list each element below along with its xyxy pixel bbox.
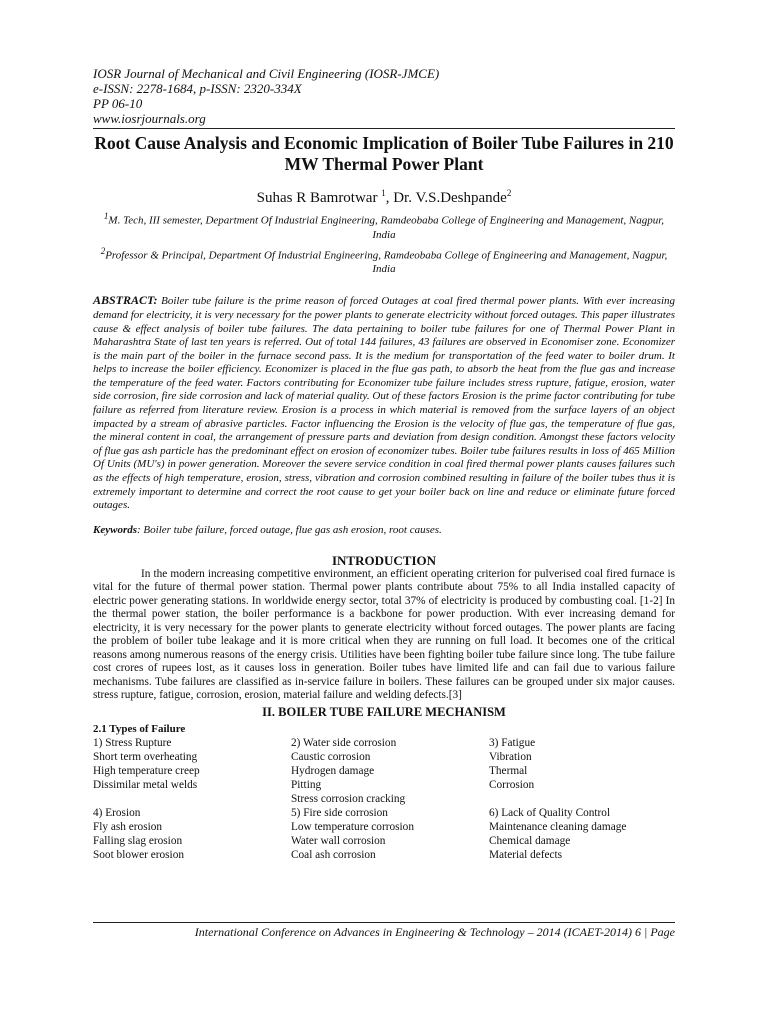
- failure-type-cell: 3) Fatigue: [489, 736, 536, 749]
- affiliation-1-text: M. Tech, III semester, Department Of Industrial Engineering, Ramdeobaba College of Engineering and Management, Nagpur, India: [108, 214, 665, 241]
- journal-pages: PP 06-10: [93, 96, 143, 111]
- paper-page: [93, 66, 675, 862]
- failure-type-cell: Dissimilar metal welds: [93, 778, 198, 791]
- failure-type-cell: Hydrogen damage: [291, 764, 375, 777]
- keywords-label: Keywords: [93, 523, 137, 536]
- affiliation-2-sup: 2: [100, 245, 106, 256]
- introduction-paragraph: In the modern increasing competitive environment, an efficient operating criterion for pulverised coal fired furnace is vital for the future of thermal power station. Thermal power plants contribute about 75% to all India installed capacity of electric power generating stations. In worldwide energy sector, total 37% of electricity is produced by combusting coal. [1-2] In the thermal power station, the boiler performance is a backbone for power production. With ever increasing demand for electricity, it is very necessary for the power plants to generate electricity without forced outages. The power plants are facing the problem of boiler tube leakage and it is more critical when they are running on full load. It becomes one of the critical reasons among numerous reasons of the energy crisis. Utilities have been fighting boiler tube failure since long. The tube failure cost crores of rupees lost, as it causes loss in generation. Boiler tubes have limited life and can fail due to various failure mechanisms. Tube failures are classified as in-service failure in boilers. These failures can be grouped under six major causes. stress rupture, fatigue, corrosion, erosion, material failure and welding defects.[3]: [93, 567, 675, 702]
- section-2-heading: II. BOILER TUBE FAILURE MECHANISM: [262, 704, 506, 719]
- abstract-text: Boiler tube failure is the prime reason of forced Outages at coal fired thermal power plants. With ever increasing demand for electricity, it is very necessary for the power plants to generate electricity without forced outages. This paper illustrates cause & effect analysis of boiler tube failures. The data pertaining to boiler tube failures for one of Thermal Power Plant in Maharashtra State of last ten years is referred. Out of total 144 failures, 43 failures are observed in Economiser zone. Economizer is the main part of the boiler in the furnace second pass. It is the medium for transportation of the feed water to boiler drum. It helps to increase the boiler efficiency. Economizer is placed in the flue gas path, to absorb the heat from the flue gas and increase the temperature of the feed water. Factors contributing for Economizer tube failure includes stress rupture, fatigue, erosion, water side corrosion, fire side corrosion and lack of material quality. Out of these factors Erosion is the prime factor contributing for tube failure as referred from literature review. Erosion is a process in which material is removed from the surface layers of an object impacted by a stream of abrasive particles. Factor influencing the Erosion is the velocity of flue gas, the temperature of flue gas, the mineral content in coal, the arrangement of pressure parts and deviation from design condition. Amongst these factors velocity of flue gas ash particle has the predominant effect on erosion of economizer tubes. Boiler tube failures results in loss of 465 Million Of Units (MU's) in power generation. Moreover the severe service condition in coal fired thermal power plants causes failures such as the effects of high temperature, erosion, stress, vibration and corrosion combined resulting in failure of the boiler tubes thus it is extremely important to determine and correct the root cause to get your boiler back on line and reduce or eliminate future forced outages.: [93, 295, 676, 512]
- author-1-sup: 1: [381, 188, 386, 198]
- failure-type-cell: Pitting: [291, 778, 322, 791]
- author-2-sup: 2: [506, 188, 512, 198]
- journal-issn: e-ISSN: 2278-1684, p-ISSN: 2320-334X: [93, 81, 302, 96]
- author-2: Dr. V.S.Deshpande: [393, 190, 507, 206]
- failure-type-cell: Chemical damage: [489, 834, 571, 847]
- paper-title: Root Cause Analysis and Economic Implication of Boiler Tube Failures in 210 MW Thermal Power Plant: [94, 133, 674, 174]
- failure-type-cell: Water wall corrosion: [291, 834, 386, 847]
- affiliation-2: [93, 244, 675, 277]
- failure-type-cell: Material defects: [489, 848, 563, 861]
- failure-type-cell: Short term overheating: [93, 750, 198, 763]
- failure-type-cell: 2) Water side corrosion: [291, 736, 397, 749]
- failure-type-cell: Vibration: [489, 750, 532, 763]
- journal-header: [93, 66, 675, 126]
- author-line: [93, 184, 675, 207]
- failure-type-cell: 5) Fire side corrosion: [291, 806, 388, 819]
- failure-type-cell: Caustic corrosion: [291, 750, 371, 763]
- failure-type-cell: [93, 792, 291, 806]
- failure-types-table: [93, 736, 675, 862]
- affiliation-1-sup: 1: [103, 211, 109, 221]
- failure-type-cell: Stress corrosion cracking: [291, 792, 406, 805]
- affiliation-1: [93, 209, 675, 242]
- keywords: [93, 524, 675, 537]
- introduction-heading: INTRODUCTION: [331, 552, 436, 568]
- failure-type-cell: Corrosion: [489, 778, 535, 791]
- affiliation-2-text: Professor & Principal, Department Of Industrial Engineering, Ramdeobaba College of Engineering and Management, Nagpur, India: [105, 249, 668, 276]
- abstract: [93, 294, 675, 513]
- abstract-label: ABSTRACT:: [93, 293, 158, 308]
- author-separator: ,: [385, 190, 394, 206]
- types-of-failure-heading: 2.1 Types of Failure: [93, 722, 186, 735]
- failure-type-cell: Falling slag erosion: [93, 834, 183, 847]
- page-footer: International Conference on Advances in Engineering & Technology – 2014 (ICAET-2014) 6 | Page: [93, 922, 675, 939]
- failure-type-cell: 4) Erosion: [93, 806, 141, 819]
- failure-type-cell: Coal ash corrosion: [291, 848, 376, 861]
- author-1: Suhas R Bamrotwar: [256, 190, 378, 206]
- failure-type-cell: High temperature creep: [93, 764, 200, 777]
- keywords-text: : Boiler tube failure, forced outage, flue gas ash erosion, root causes.: [137, 523, 442, 536]
- failure-type-cell: Soot blower erosion: [93, 848, 184, 861]
- failure-type-cell: 1) Stress Rupture: [93, 736, 172, 749]
- failure-type-cell: Thermal: [489, 764, 528, 777]
- failure-type-cell: Maintenance cleaning damage: [489, 820, 627, 833]
- failure-type-cell: Low temperature corrosion: [291, 820, 414, 833]
- journal-name: IOSR Journal of Mechanical and Civil Engineering (IOSR-JMCE): [93, 66, 440, 81]
- failure-type-cell: 6) Lack of Quality Control: [489, 806, 611, 819]
- header-divider: [93, 128, 675, 129]
- failure-type-cell: [489, 792, 675, 806]
- journal-website: www.iosrjournals.org: [93, 111, 206, 126]
- failure-type-cell: Fly ash erosion: [93, 820, 163, 833]
